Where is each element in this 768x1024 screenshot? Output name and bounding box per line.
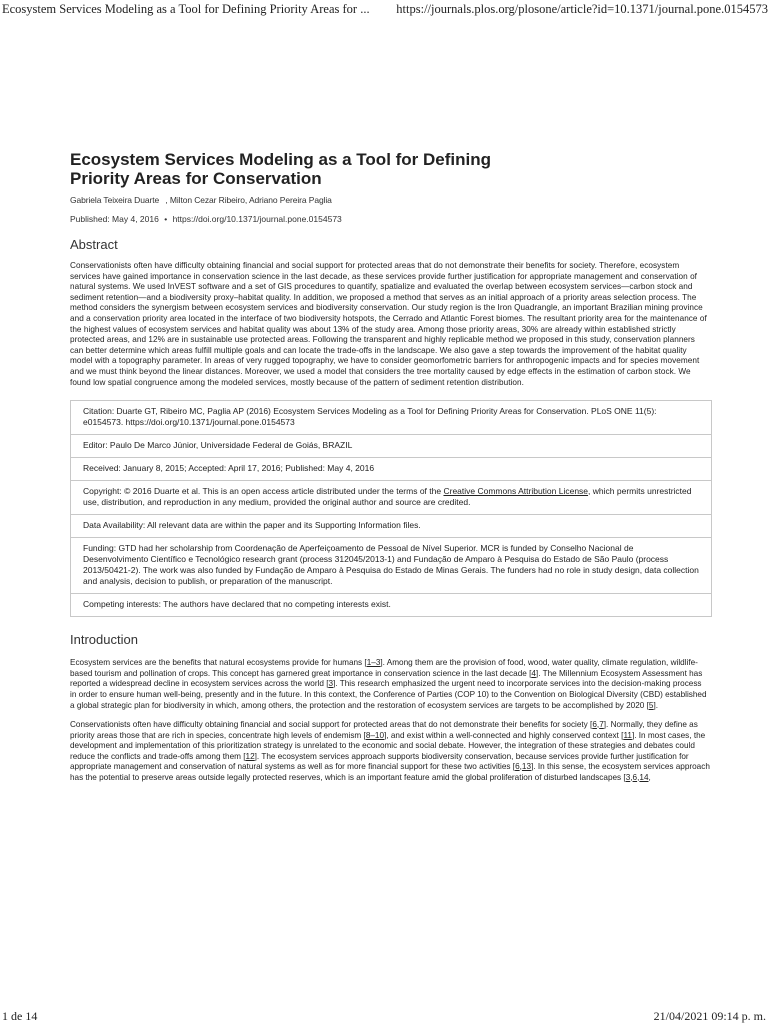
license-link[interactable]: Creative Commons Attribution License xyxy=(443,486,589,497)
reference-link[interactable]: 6 xyxy=(592,720,597,730)
reference-link[interactable]: 6 xyxy=(632,773,638,783)
abstract-heading: Abstract xyxy=(70,237,118,252)
text-segment: ]. Normally, they define as priority areas those that are rich in species, concentrate high levels of endemism [ xyxy=(70,720,698,740)
reference-link[interactable]: 5 xyxy=(648,700,654,710)
text-segment: ]. In this sense, the ecosystem services approach has the potential to preserve areas outside legally protected reserves, which is an important feature amid the global proliferation of disturbed landscapes [ xyxy=(70,762,710,783)
abstract-text: Conservationists often have difficulty obtaining financial and social support for protected areas that do not demonstrate their benefits for society. Therefore, ecosystem services have gained importance in conservation science in the last decade, as these services provide further justification for appropriate management and conservation of natural systems. We used InVEST software and a set of GIS procedures to quantify, spatialize and evaluated the overlap between ecosystem services—carbon stock and sediment retention—and a biodiversity proxy–habitat quality. In addition, we proposed a method that serves as an initial approach of a priority areas selection process. The method considers the synergism between ecosystem services and biodiversity conservation. Our study region is the Iron Quadrangle, an important Brazilian mining province and a conservation priority area located in the interface of two biodiversity hotspots, the Cerrado and Atlantic Forest biomes. The resultant priority area for the maintenance of the highest values of ecosystem services and habitat quality was about 13% of the study area. Among those priority areas, 30% are already within established strictly protected areas, and 12% are in sustainable use protected areas. Following the transparent and highly replicable method we proposed in this study, conservation planners can better determine which areas fulfill multiple goals and can locate the trade-offs in the landscape. We also gave a step towards the improvement of the habitat quality model with a topography parameter. In areas of very rugged topography, we have to consider geomorfometric barriers for anthropogenic impacts and for species movement and we must think beyond the linear distances. Moreover, we used a model that considers the tree mortality caused by edge effects in the estimation of carbon stock. We found low spatial congruence among the modeled services, mostly because of the pattern of sediment retention distribution. xyxy=(70,261,707,387)
citation-info: Citation: Duarte GT, Ribeiro MC, Paglia AP (2016) Ecosystem Services Modeling as a Tool for Defining Priority Areas for Conservation. PLoS ONE 11(5): e0154573. https://doi.org/10.1371/journal.pone.0154573 xyxy=(83,406,657,428)
copyright-info xyxy=(71,480,711,514)
text-segment: , xyxy=(519,762,522,772)
reference-link[interactable]: 3 xyxy=(328,679,334,689)
author-link[interactable]: Gabriela Teixeira Duarte xyxy=(70,195,160,205)
reference-link[interactable]: 4 xyxy=(531,668,536,678)
article-title: Ecosystem Services Modeling as a Tool for Defining Priority Areas for Conservation xyxy=(70,150,492,188)
print-datetime: 21/04/2021 09:14 p. m. xyxy=(653,1009,766,1023)
data-availability-info: Data Availability: All relevant data are within the paper and its Supporting Information files. xyxy=(71,514,711,537)
dates-info: Received: January 8, 2015; Accepted: April 17, 2016; Published: May 4, 2016 xyxy=(71,457,711,480)
text-segment: , xyxy=(596,720,600,730)
funding-info: Funding: GTD had her scholarship from Coordenação de Aperfeiçoamento de Pessoal de Nível Superior. MCR is funded by Conselho Nacional de Desenvolvimento Científico e Tecnológico research grant (process 312045/2013-1) and Fundação de Amparo à Pesquisa do Estado de São Paulo (process 2013/50421-2). The work was also funded by Fundação de Amparo à Pesquisa do Estado de Minas Gerais. The funders had no role in study design, data collection and analysis, decision to publish, or preparation of the manuscript. xyxy=(71,537,711,593)
reference-link[interactable]: 13 xyxy=(521,762,532,772)
reference-link[interactable]: 14 xyxy=(639,773,649,783)
article xyxy=(70,150,710,793)
intro-paragraph-2 xyxy=(70,720,710,784)
competing-interests-info: Competing interests: The authors have declared that no competing interests exist. xyxy=(71,593,711,616)
print-header xyxy=(0,0,768,20)
author-link[interactable]: , Milton Cezar Ribeiro, Adriano Pereira Paglia xyxy=(165,195,332,205)
print-header-url: https://journals.plos.org/plosone/article?id=10.1371/journal.pone.0154573 xyxy=(396,2,768,16)
text-segment: ]. Among them are the provision of food, wood, water quality, climate regulation, wildlife-based tourism and pollination of crops. This concept has garnered great importance in conservation science in the last decade [ xyxy=(70,658,698,678)
reference-link[interactable]: 12 xyxy=(245,751,255,761)
publication-line xyxy=(70,214,710,224)
text-segment: , xyxy=(630,773,633,783)
text-segment: , xyxy=(637,773,640,783)
text-segment: Conservationists often have difficulty obtaining financial and social support for protected areas that do not demonstrate their benefits for society [ xyxy=(70,720,593,730)
copyright-text: Copyright: © 2016 Duarte et al. This is an open access article distributed under the terms of the xyxy=(83,486,444,497)
text-segment: ]. This research emphasized the urgent need to incorporate services into the decision-making process in order to ensure human well-being, presently and in the future. In this context, the Conference of Parties (COP 10) to the Convention on Biological Diversity (CBD) established a global strategic plan for biodiversity in which, among others, the protection and the restoration of ecosystem services are targets to be accomplished by 2020 [ xyxy=(70,679,707,710)
author-list xyxy=(70,195,710,205)
introduction-heading: Introduction xyxy=(70,632,138,648)
editor-info: Editor: Paulo De Marco Júnior, Universidade Federal de Goiás, BRAZIL xyxy=(71,434,711,457)
print-header-title: Ecosystem Services Modeling as a Tool for Defining Priority Areas for ... xyxy=(2,2,370,16)
text-segment: , xyxy=(648,773,651,783)
copyright-text-end: , which permits unrestricted use, distribution, and reproduction in any medium, provided the original author and source are credited. xyxy=(83,486,692,508)
text-segment: ]. The ecosystem services approach supports biodiversity conservation, because services provide further justification for appropriate management and conservation of natural systems as well as for more financial support for these two activities [ xyxy=(70,751,689,772)
reference-link[interactable]: 3 xyxy=(625,773,631,783)
text-segment: ], and exist within a well-connected and highly conserved context [ xyxy=(384,730,624,740)
reference-link[interactable]: 11 xyxy=(623,730,632,740)
reference-link[interactable]: 6 xyxy=(515,762,520,772)
doi-link[interactable]: https://doi.org/10.1371/journal.pone.0154573 xyxy=(172,214,342,224)
separator-dot-icon: • xyxy=(164,214,168,224)
text-segment: ]. The Millennium Ecosystem Assessment has reported a widespread decline in ecosystem services across the world [ xyxy=(70,668,703,689)
text-segment: ]. In most cases, the development and implementation of this prioritization strategy is unrelated to the economic and social debate. However, the integration of these strategies and debates could reduce the conflicts and trade-offs among them [ xyxy=(70,730,706,761)
page-number: 1 de 14 xyxy=(2,1009,38,1023)
print-footer xyxy=(0,1009,768,1024)
text-segment: ]. xyxy=(653,700,659,710)
reference-link[interactable]: 8–10 xyxy=(365,730,385,740)
article-info-box xyxy=(70,400,712,617)
intro-paragraph-1 xyxy=(70,658,710,711)
reference-link[interactable]: 7 xyxy=(599,720,604,730)
text-segment: Ecosystem services are the benefits that natural ecosystems provide for humans [ xyxy=(70,658,367,668)
published-date: Published: May 4, 2016 xyxy=(70,214,159,224)
reference-link[interactable]: 1–3 xyxy=(366,658,381,668)
